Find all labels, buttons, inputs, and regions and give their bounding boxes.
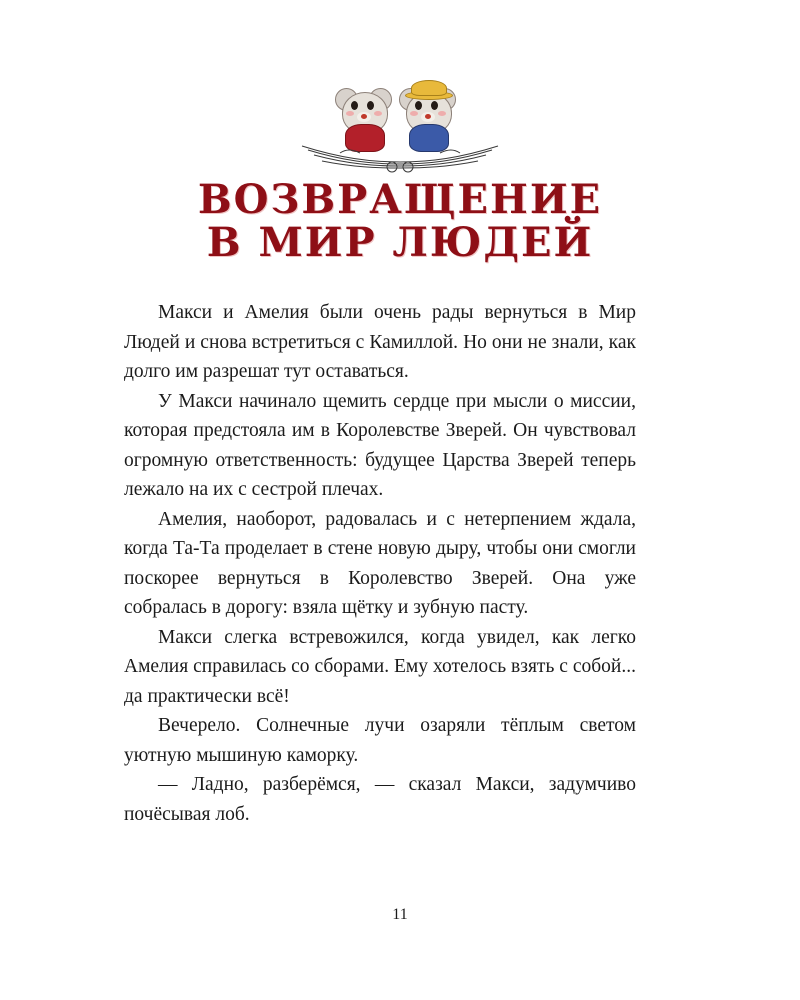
chapter-title — [0, 176, 800, 267]
paragraph: Макси слегка встревожился, когда увидел, как легко Амелия справилась со сборами. Ему хотелось взять с собой... да практически всё! — [124, 626, 636, 707]
paragraph: Вечерело. Солнечные лучи озаряли тёплым светом уютную мышиную каморку. — [124, 715, 636, 766]
mouse-cheek-left-icon — [410, 111, 418, 116]
paragraph: У Макси начинало щемить сердце при мысли о миссии, которая предстояла им в Королевстве Зверей. Он чувствовал огромную ответственность: будущее Царства Зверей теперь лежало на их с сестрой плечах. — [124, 390, 636, 500]
mouse-hat-icon — [411, 80, 447, 96]
mouse-eye-left-icon — [351, 101, 358, 110]
chapter-vignette — [0, 84, 800, 174]
mouse-cheek-right-icon — [438, 111, 446, 116]
paragraph: — Ладно, разберёмся, — сказал Макси, задумчиво почёсывая лоб. — [124, 774, 636, 825]
mouse-cheek-right-icon — [374, 111, 382, 116]
flourish-ornament-icon — [240, 136, 560, 176]
page-number: 11 — [392, 906, 408, 923]
paragraph: Амелия, наоборот, радовалась и с нетерпением ждала, когда Та-Та проделает в стене новую дыру, чтобы они смогли поскорее вернуться в Королевство Зверей. Она уже собралась в дорогу: взяла щётку и зубную пасту. — [124, 508, 636, 618]
paragraph: Макси и Амелия были очень рады вернуться в Мир Людей и снова встретиться с Камиллой. Но они не знали, как долго им разрешат тут оставаться. — [124, 302, 636, 382]
chapter-title-line-1: ВОЗВРАЩЕНИЕ — [197, 176, 603, 223]
chapter-title-line-2: В МИР ЛЮДЕЙ — [206, 219, 594, 267]
mouse-eye-right-icon — [431, 101, 438, 110]
mouse-nose-icon — [425, 114, 431, 119]
mouse-eye-left-icon — [415, 101, 422, 110]
mouse-nose-icon — [361, 114, 367, 119]
mouse-eye-right-icon — [367, 101, 374, 110]
chapter-body-text — [124, 298, 636, 829]
mouse-cheek-left-icon — [346, 111, 354, 116]
